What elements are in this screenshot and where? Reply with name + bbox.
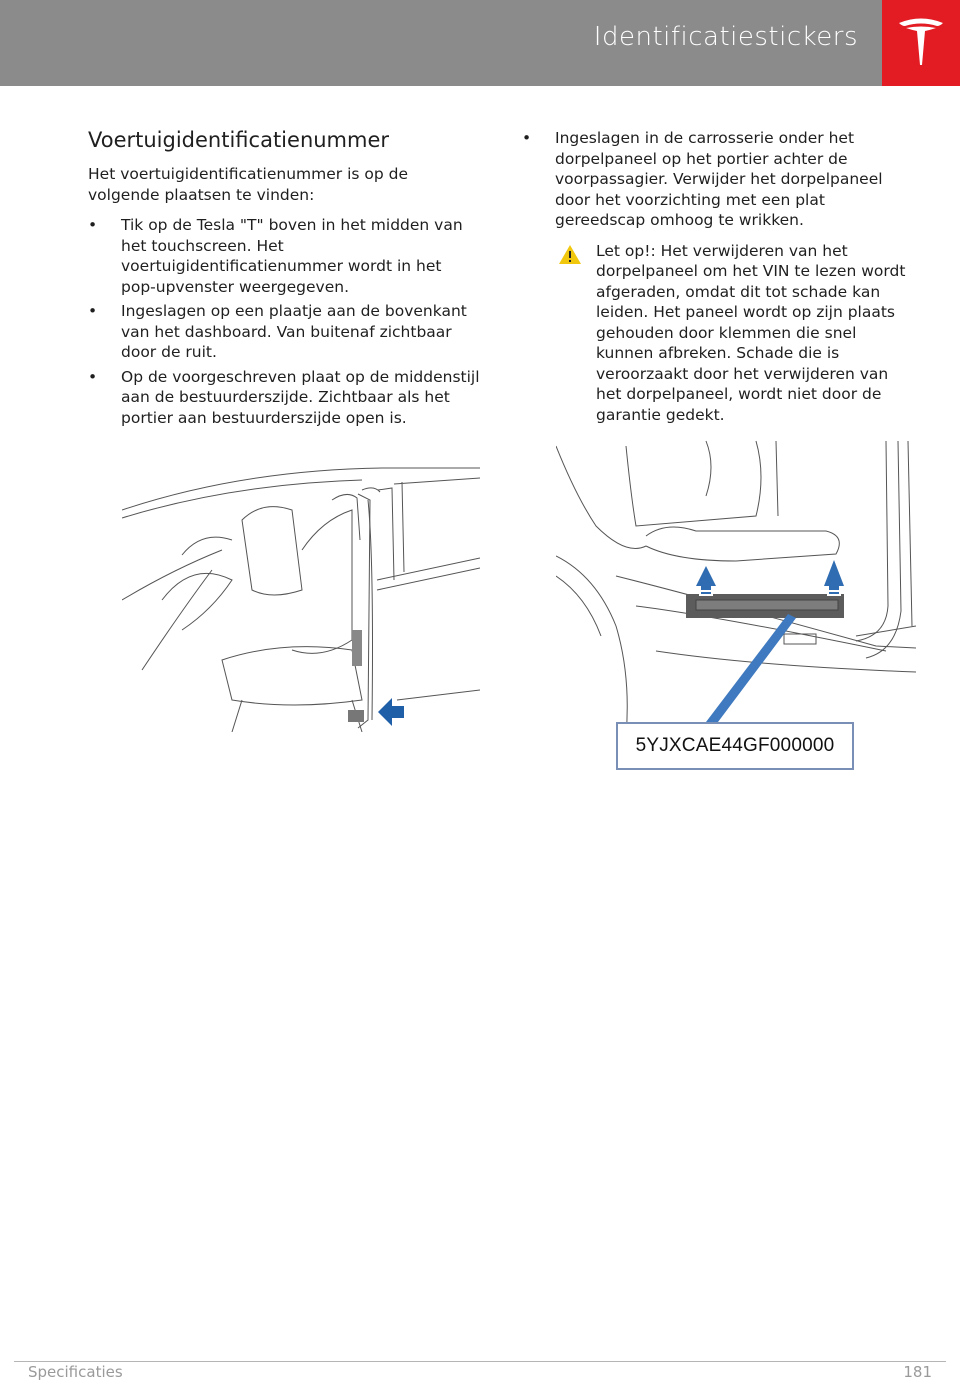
page-number: 181 <box>903 1363 932 1381</box>
section-heading: Voertuigidentificatienummer <box>88 128 390 152</box>
intro-text: Het voertuigidentificatienummer is op de volgende plaatsen te vinden: <box>88 165 409 204</box>
right-column <box>522 128 918 425</box>
vin-label: 5YJXCAE44GF000000 <box>616 722 854 770</box>
header-title: Identificatiestickers <box>593 22 858 52</box>
footer-section: Specificaties <box>28 1363 123 1381</box>
location-list-continued <box>522 128 918 231</box>
bullet-marker: • <box>88 302 98 320</box>
warning-text: Let op!: Het verwijderen van het dorpelpaneel om het VIN te lezen wordt afgeraden, omdat dit tot schade kan leiden. Het paneel wordt op zijn plaats gehouden door klemmen die snel kunnen afbreken. Schade die is veroorzaakt door het verwijderen van het dorpelpaneel, wordt niet door de garantie gedekt. <box>596 241 906 424</box>
bullet-marker: • <box>522 129 532 147</box>
page-header <box>0 0 960 86</box>
tesla-t-logo-icon <box>896 15 946 69</box>
list-item: • Ingeslagen op een plaatje aan de bovenkant van het dashboard. Van buitenaf zichtbaar door de ruit. <box>88 302 467 361</box>
left-column <box>88 128 480 432</box>
location-list <box>88 215 480 428</box>
bullet-marker: • <box>88 367 98 386</box>
warning-triangle-icon <box>558 244 582 265</box>
list-item: • Ingeslagen in de carrosserie onder het dorpelpaneel op het portier achter de voorpassagier. Verwijder het dorpelpaneel door het voorzichting met een plat gereedscap omhoog te wrikken. <box>522 129 883 229</box>
list-item: • Tik op de Tesla "T" boven in het midden van het touchscreen. Het voertuigidentificatienummer wordt in het pop-upvenster weergegeven. <box>88 216 463 296</box>
door-pillar-illustration <box>122 460 480 732</box>
tesla-logo-box <box>882 0 960 86</box>
bullet-marker: • <box>88 216 98 234</box>
footer-divider <box>14 1361 946 1362</box>
list-item: • Op de voorgeschreven plaat op de middenstijl aan de bestuurderszijde. Zichtbaar als het portier aan bestuurderszijde open is. <box>88 367 480 427</box>
warning-notice <box>522 241 918 426</box>
